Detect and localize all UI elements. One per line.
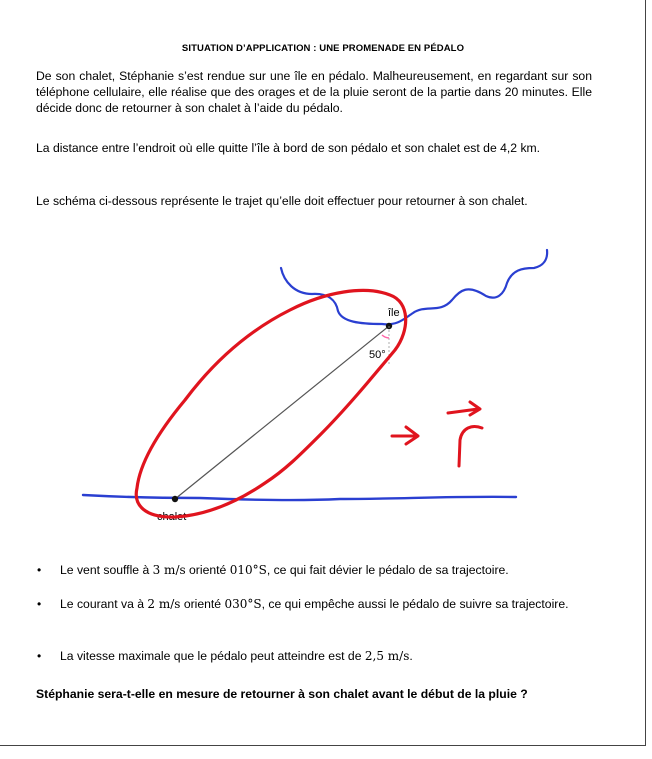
question-text: Stéphanie sera-t-elle en mesure de retourner à son chalet avant le début de la pluie ? xyxy=(36,687,528,701)
page-border-bottom xyxy=(0,745,646,746)
wind-speed-value: 3 m/s xyxy=(152,563,186,577)
red-annotation-arrow xyxy=(392,427,418,444)
list-item-current: • Le courant va à 2 m/s orienté 030°S, ce qui empêche aussi le pédalo de suivre sa trajectoire. xyxy=(36,596,569,612)
angle-label: 50° xyxy=(369,349,386,361)
chalet-shoreline xyxy=(83,495,516,500)
red-annotation-vector-r xyxy=(448,402,482,466)
page-title: SITUATION D’APPLICATION : UNE PROMENADE EN PÉDALO xyxy=(181,43,465,54)
distance-paragraph: La distance entre l’endroit où elle quitte l’île à bord de son pédalo et son chalet est de 4,2 km. xyxy=(36,141,541,155)
angle-arc xyxy=(382,335,389,338)
intro-paragraph: De son chalet, Stéphanie s’est rendue sur une île en pédalo. Malheureusement, en regardant sur son téléphone cellulaire, elle réalise que des orages et de la pluie seront de la partie dans 20 minutes. Elle décide donc de retourner à son chalet à l’aide du pédalo. xyxy=(36,69,592,115)
list-item-max-speed: • La vitesse maximale que le pédalo peut atteindre est de 2,5 m/s. xyxy=(36,648,413,664)
current-speed-value: 2 m/s xyxy=(147,597,181,611)
list-item-wind: • Le vent souffle à 3 m/s orienté 010°S, ce qui fait dévier le pédalo de sa trajectoire. xyxy=(36,562,509,578)
trajectory-line xyxy=(175,326,389,499)
current-bearing-value: 030°S xyxy=(224,597,262,611)
island-label: île xyxy=(388,307,400,319)
diagram-intro-paragraph: Le schéma ci-dessous représente le trajet qu’elle doit effectuer pour retourner à son chalet. xyxy=(36,194,528,208)
wind-bearing-value: 010°S xyxy=(229,563,267,577)
chalet-point xyxy=(172,496,178,502)
island-shoreline xyxy=(281,250,547,324)
chalet-label: chalet xyxy=(157,511,187,523)
max-speed-value: 2,5 m/s xyxy=(364,649,410,663)
